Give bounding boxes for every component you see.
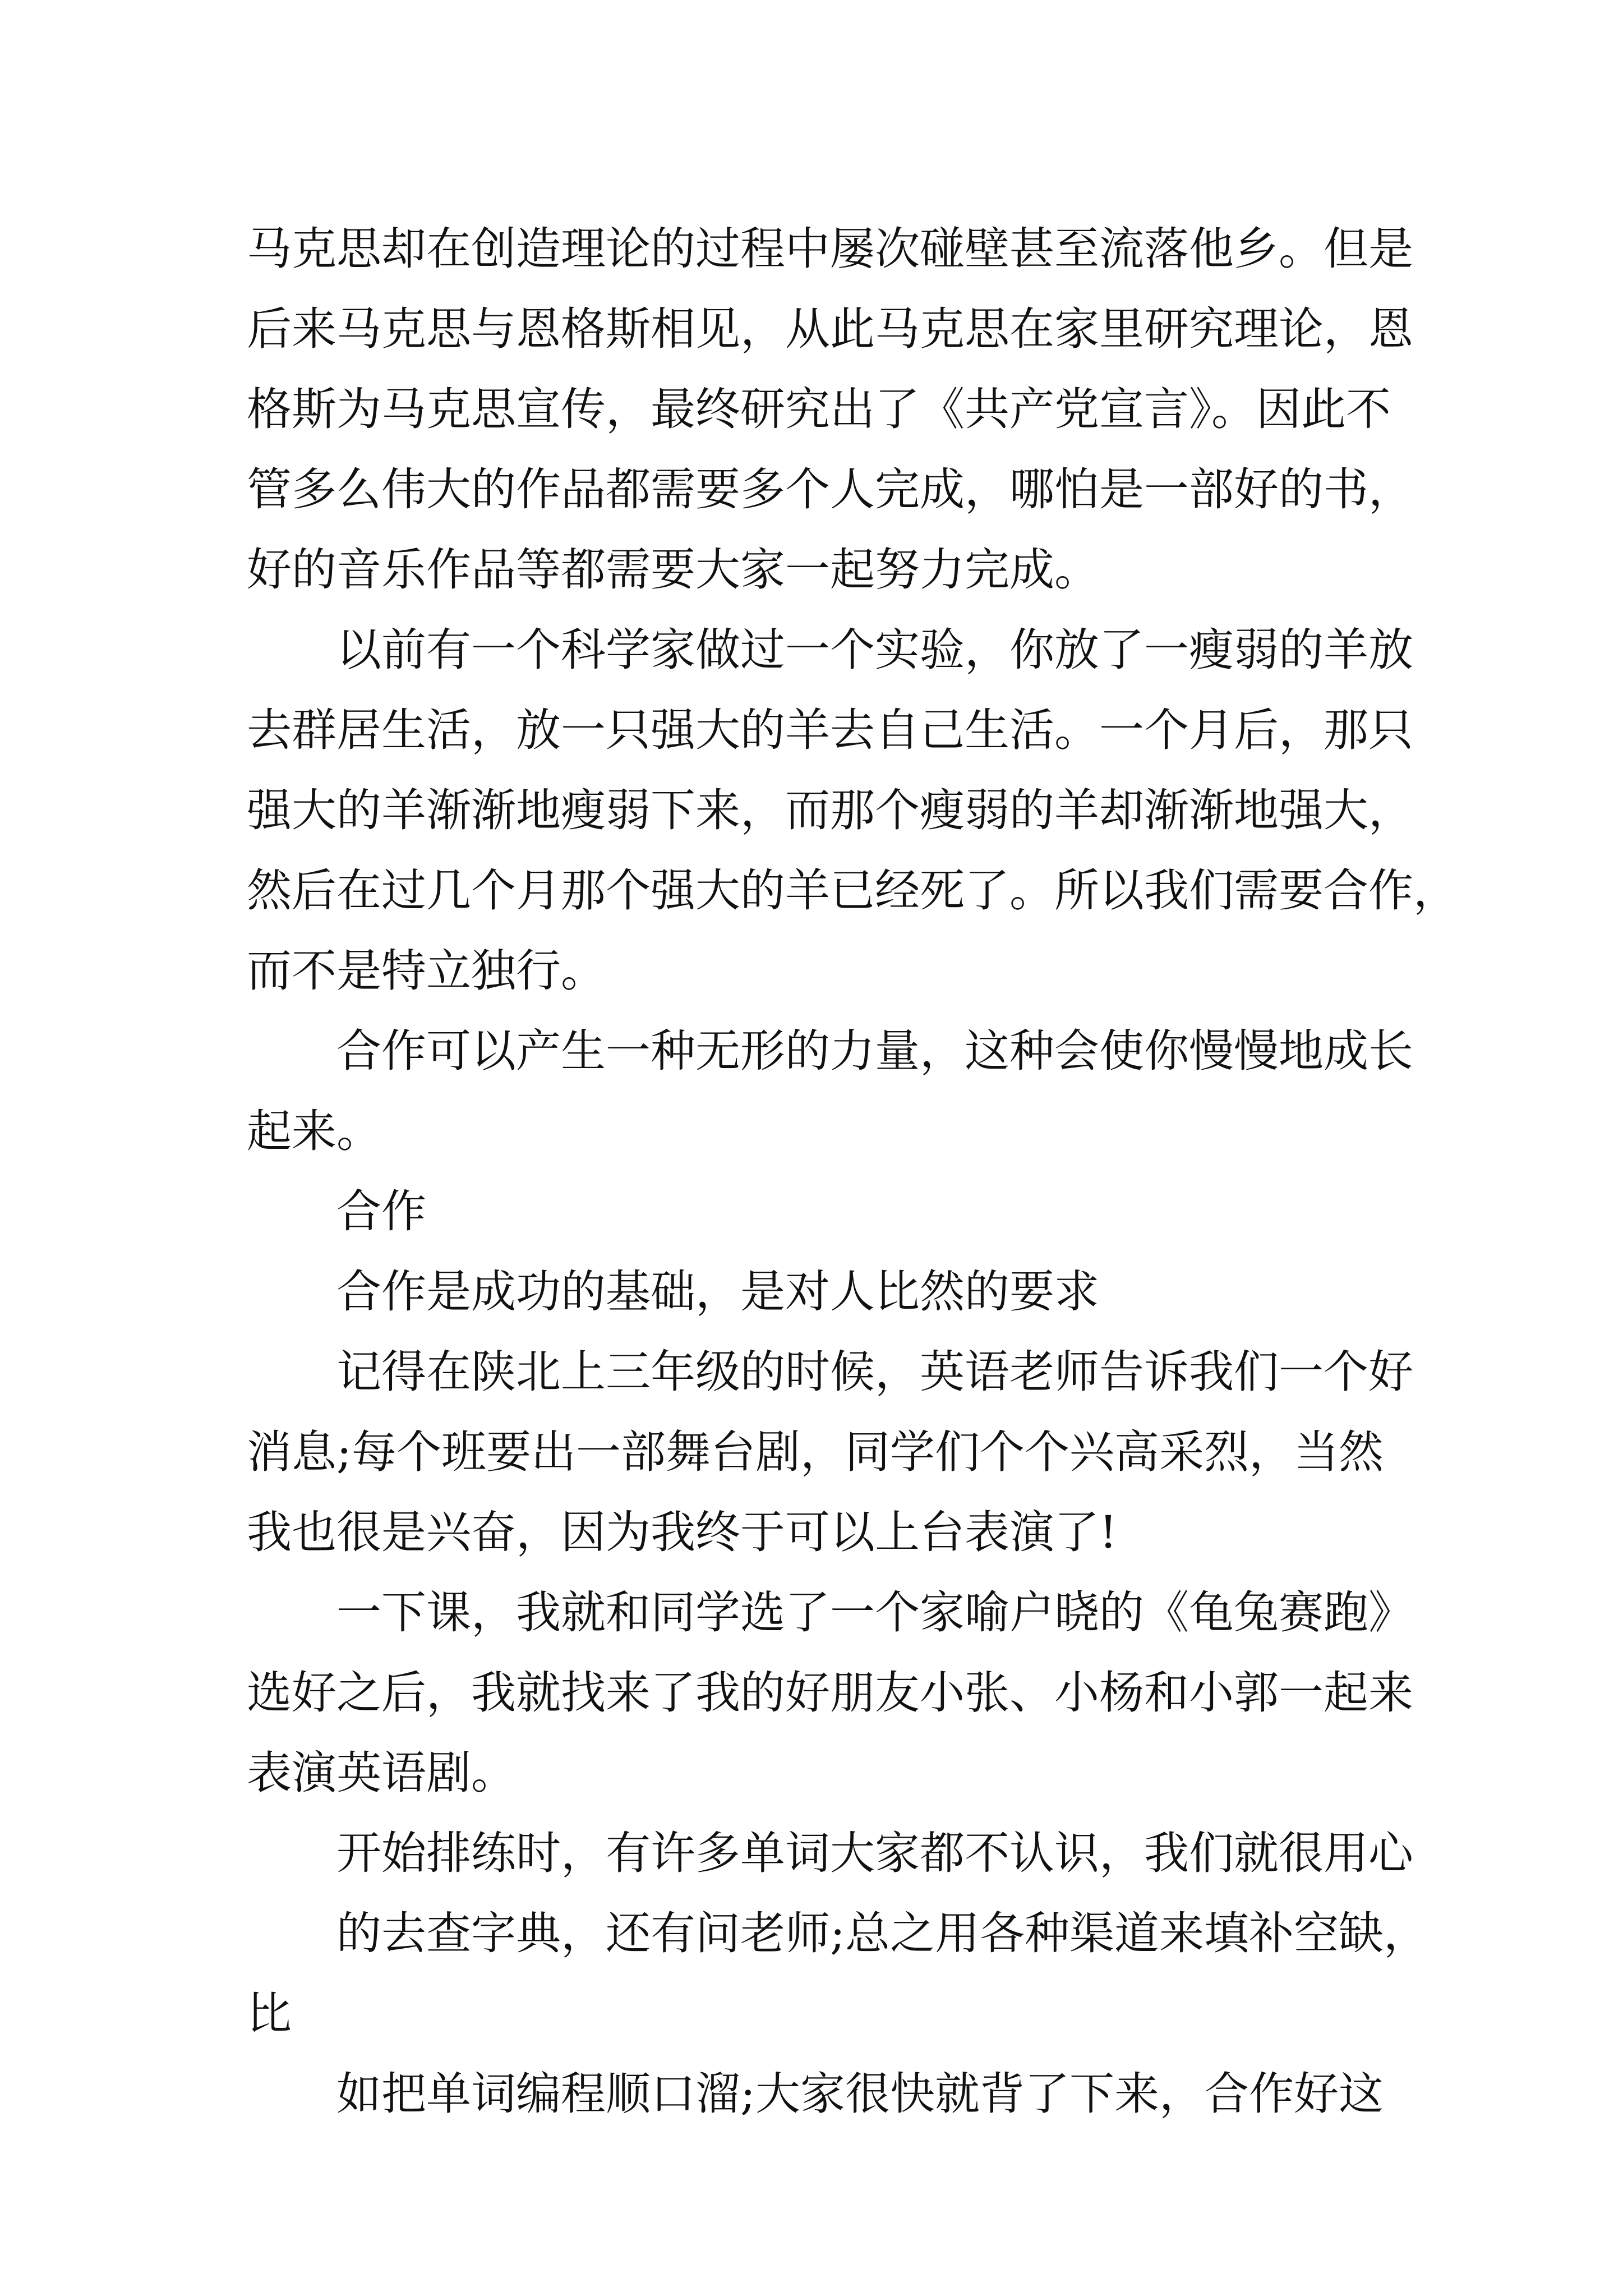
text-line: 如把单词编程顺口溜;大家很快就背了下来，合作好这 <box>336 2068 1384 2120</box>
text-line: 的去查字典，还有问老师;总之用各种渠道来填补空缺， <box>336 1907 1428 1959</box>
text-line: 好的音乐作品等都需要大家一起努力完成。 <box>247 544 1099 596</box>
text-line: 然后在过几个月那个强大的羊已经死了。所以我们需要合作， <box>247 864 1458 917</box>
text-line: 比 <box>247 1987 292 2040</box>
text-line: 而不是特立独行。 <box>247 945 606 997</box>
text-line: 记得在陕北上三年级的时候，英语老师告诉我们一个好 <box>336 1346 1413 1398</box>
document-body <box>247 209 1458 2134</box>
text-line: 消息;每个班要出一部舞台剧，同学们个个兴高采烈，当然 <box>247 1426 1384 1478</box>
text-line: 合作是成功的基础，是对人比然的要求 <box>336 1266 1099 1318</box>
text-line: 去群居生活，放一只强大的羊去自己生活。一个月后，那只 <box>247 704 1413 756</box>
text-line: 管多么伟大的作品都需要多个人完成，哪怕是一部好的书， <box>247 463 1413 516</box>
text-line: 我也很是兴奋，因为我终于可以上台表演了! <box>247 1506 1118 1558</box>
text-line: 一下课，我就和同学选了一个家喻户晓的《龟兔赛跑》 <box>336 1586 1413 1639</box>
text-line: 起来。 <box>247 1105 381 1157</box>
text-line: 以前有一个科学家做过一个实验，你放了一瘦弱的羊放 <box>336 624 1413 676</box>
text-line: 强大的羊渐渐地瘦弱下来，而那个瘦弱的羊却渐渐地强大， <box>247 784 1413 836</box>
text-line: 选好之后，我就找来了我的好朋友小张、小杨和小郭一起来 <box>247 1667 1413 1719</box>
text-line: 合作可以产生一种无形的力量，这种会使你慢慢地成长 <box>336 1025 1413 1077</box>
text-line: 合作 <box>336 1185 426 1237</box>
text-line: 表演英语剧。 <box>247 1747 516 1799</box>
text-line: 开始排练时，有许多单词大家都不认识，我们就很用心 <box>336 1827 1413 1879</box>
text-line: 后来马克思与恩格斯相见，从此马克思在家里研究理论，恩 <box>247 303 1413 355</box>
text-line: 格斯为马克思宣传，最终研究出了《共产党宣言》。因此不 <box>247 383 1391 435</box>
text-line: 马克思却在创造理论的过程中屡次碰壁甚至流落他乡。但是 <box>247 223 1413 275</box>
